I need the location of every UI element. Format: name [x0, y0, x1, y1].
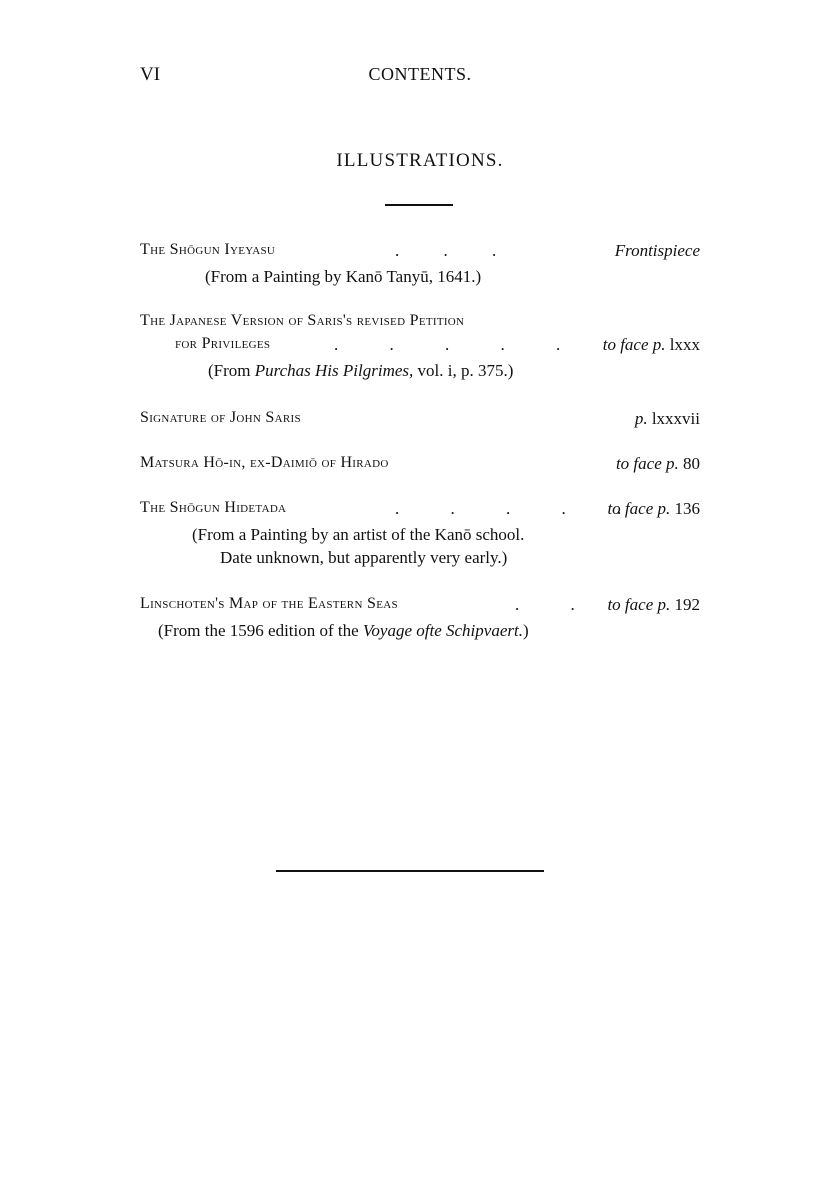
entry-title-japanese-version-cont: for Privileges	[175, 335, 271, 352]
page-prefix: to face p.	[607, 499, 671, 518]
dot-leader: . .	[515, 595, 575, 614]
note-suffix: vol. i, p. 375.)	[413, 361, 514, 380]
page-prefix: to face p.	[602, 335, 666, 354]
entry-title-shogun-hidetada: The Shōgun Hidetada	[140, 499, 287, 516]
section-title: ILLUSTRATIONS.	[336, 150, 504, 171]
entry-title-japanese-version: The Japanese Version of Saris's revised Petition	[140, 312, 465, 329]
entry-title-shogun-iyeyasu: The Shōgun Iyeyasu	[140, 241, 276, 258]
entry-title-signature: Signature of John Saris	[140, 409, 301, 426]
entry-note: (From a Painting by Kanō Tanyū, 1641.)	[205, 267, 482, 286]
page-number: VI	[140, 64, 161, 85]
entry-note	[158, 621, 529, 641]
note-italic: Voyage ofte Schipvaert.	[362, 621, 523, 640]
title-rule	[385, 204, 453, 206]
entry-note	[208, 361, 513, 381]
page-prefix: p.	[634, 409, 648, 428]
page-reference: Frontispiece	[614, 241, 700, 260]
dot-leader: . . . . .	[395, 499, 622, 518]
note-suffix: )	[522, 621, 529, 640]
page-reference	[607, 595, 700, 615]
dot-leader: . . . . .	[334, 335, 561, 354]
page-reference	[616, 454, 700, 474]
note-prefix: (From the 1596 edition of the	[158, 621, 363, 640]
page-value: 80	[683, 454, 700, 473]
note-prefix: (From	[208, 361, 255, 380]
dot-leader: . . .	[395, 241, 497, 260]
page-reference	[603, 335, 700, 355]
page-value: lxxxvii	[651, 409, 700, 428]
entry-note: Date unknown, but apparently very early.)	[220, 548, 508, 567]
page-reference	[607, 499, 700, 519]
entry-note: (From a Painting by an artist of the Kanō school.	[192, 525, 525, 544]
page-value: lxxx	[669, 335, 700, 354]
page-value: 192	[674, 595, 700, 614]
page-value: 136	[674, 499, 700, 518]
page-prefix: to face p.	[607, 595, 671, 614]
note-italic: Purchas His Pilgrimes,	[254, 361, 414, 380]
page-prefix: to face p.	[615, 454, 679, 473]
entry-title-linschoten: Linschoten's Map of the Eastern Seas	[140, 595, 398, 612]
footer-rule	[276, 870, 544, 872]
running-title: CONTENTS.	[368, 64, 472, 84]
page-reference	[635, 409, 700, 429]
entry-title-matsura: Matsura Hō-in, ex-Daimiō of Hirado	[140, 454, 389, 471]
